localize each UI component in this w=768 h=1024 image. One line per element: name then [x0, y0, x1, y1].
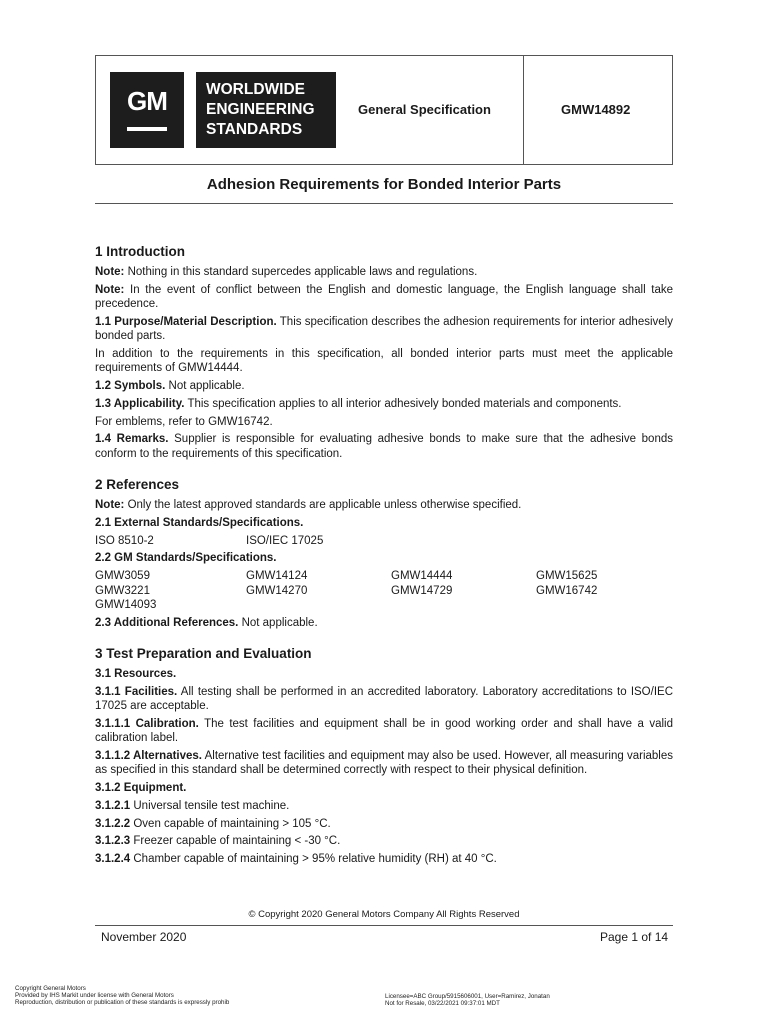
doc-id: GMW14892: [561, 102, 631, 117]
para-3-1-2-2: 3.1.2.2 Oven capable of maintaining > 105 °C.: [95, 817, 331, 830]
list-item: GMW16742: [536, 584, 598, 597]
para-1-2: 1.2 Symbols. Not applicable.: [95, 380, 245, 393]
list-item: ISO/IEC 17025: [246, 534, 324, 547]
gm-standards-row: [95, 584, 673, 598]
para-1-1b: In addition to the requirements in this specification, all bonded interior parts must meet the applicable requirements of GMW14444.: [95, 347, 673, 375]
gm-logo: [110, 72, 184, 148]
para-3-1-2-4: 3.1.2.4 Chamber capable of maintaining > 95% relative humidity (RH) at 40 °C.: [95, 853, 497, 866]
para-3-1: 3.1 Resources.: [95, 667, 177, 680]
list-item: GMW14444: [391, 570, 453, 583]
para-2-1: 2.1 External Standards/Specifications.: [95, 516, 304, 529]
license-notice-right: Licensee=ABC Group/5915606001, User=Ramirez, Jonatan Not for Resale, 03/22/2021 09:37:01 MDT: [385, 993, 550, 1007]
external-standards-row: [95, 534, 673, 548]
section-2-heading: 2 References: [95, 477, 180, 493]
gm-logo-underline: [127, 127, 167, 131]
list-item: ISO 8510-2: [95, 534, 154, 547]
para-1-3: 1.3 Applicability. This specification applies to all interior adhesively bonded materials and components.: [95, 397, 622, 410]
section-1-heading: 1 Introduction: [95, 244, 185, 259]
list-item: GMW14093: [95, 598, 157, 611]
document-title: Adhesion Requirements for Bonded Interior Parts: [206, 176, 562, 193]
para-1-1: 1.1 Purpose/Material Description. This specification describes the adhesion requirements for interior adhesively bonded parts.: [95, 315, 673, 343]
gm-logo-text: GM: [127, 86, 167, 116]
list-item: GMW14124: [246, 570, 308, 583]
para-3-1-1-2: 3.1.1.2 Alternatives. Alternative test facilities and equipment may also be used. However, all measuring variables as specified in this standard shall be determined correctly with respect to their physical definition.: [95, 749, 674, 777]
document-body: [95, 243, 673, 870]
para-3-1-2-3: 3.1.2.3 Freezer capable of maintaining < -30 °C.: [95, 835, 341, 848]
note-1: Note: Nothing in this standard supercedes applicable laws and regulations.: [95, 266, 478, 278]
standards-block: [196, 72, 336, 148]
page-number: Page 1 of 14: [600, 930, 669, 944]
para-3-1-1-1: 3.1.1.1 Calibration. The test facilities and equipment shall be in good working order and shall have a valid calibration label.: [95, 717, 673, 745]
gm-standards-row: [95, 598, 673, 612]
note-refs: Note: Only the latest approved standards are applicable unless otherwise specified.: [95, 499, 522, 512]
footer-rule: [95, 925, 673, 926]
list-item: GMW15625: [536, 570, 598, 583]
gm-standards-row: [95, 569, 673, 583]
license-notice-left: Copyright General Motors Provided by IHS Markit under license with General Motors Reproduction, distribution or publication of these standards is expressly prohib: [15, 985, 230, 1006]
list-item: GMW14270: [246, 584, 308, 597]
document-header: [95, 55, 673, 165]
para-2-3: 2.3 Additional References. Not applicable.: [95, 616, 318, 629]
section-3-heading: 3 Test Preparation and Evaluation: [95, 645, 312, 661]
para-3-1-2-1: 3.1.2.1 Universal tensile test machine.: [95, 799, 290, 812]
para-2-2: 2.2 GM Standards/Specifications.: [95, 552, 277, 565]
list-item: GMW3221: [95, 584, 150, 597]
footer-date: November 2020: [101, 930, 187, 944]
copyright-notice: © Copyright 2020 General Motors Company All Rights Reserved: [248, 909, 520, 920]
standards-line-3: STANDARDS: [206, 121, 303, 138]
note-2: Note: In the event of conflict between the English and domestic language, the English language shall take precedence.: [95, 283, 673, 311]
standards-line-2: ENGINEERING: [206, 101, 315, 118]
para-1-3b: For emblems, refer to GMW16742.: [95, 415, 273, 428]
doc-type: General Specification: [358, 102, 491, 117]
title-rule: [95, 203, 673, 204]
list-item: GMW3059: [95, 570, 150, 583]
list-item: GMW14729: [391, 584, 453, 597]
para-3-1-1: 3.1.1 Facilities. All testing shall be performed in an accredited laboratory. Laboratory accreditations to ISO/IEC 17025 are acceptable.: [95, 685, 673, 713]
para-3-1-2: 3.1.2 Equipment.: [95, 782, 187, 795]
para-1-4: 1.4 Remarks. Supplier is responsible for evaluating adhesive bonds to make sure that the adhesive bonds conform to the requirements of this specification.: [95, 433, 673, 460]
standards-line-1: WORLDWIDE: [206, 81, 306, 98]
header-divider: [523, 56, 524, 164]
